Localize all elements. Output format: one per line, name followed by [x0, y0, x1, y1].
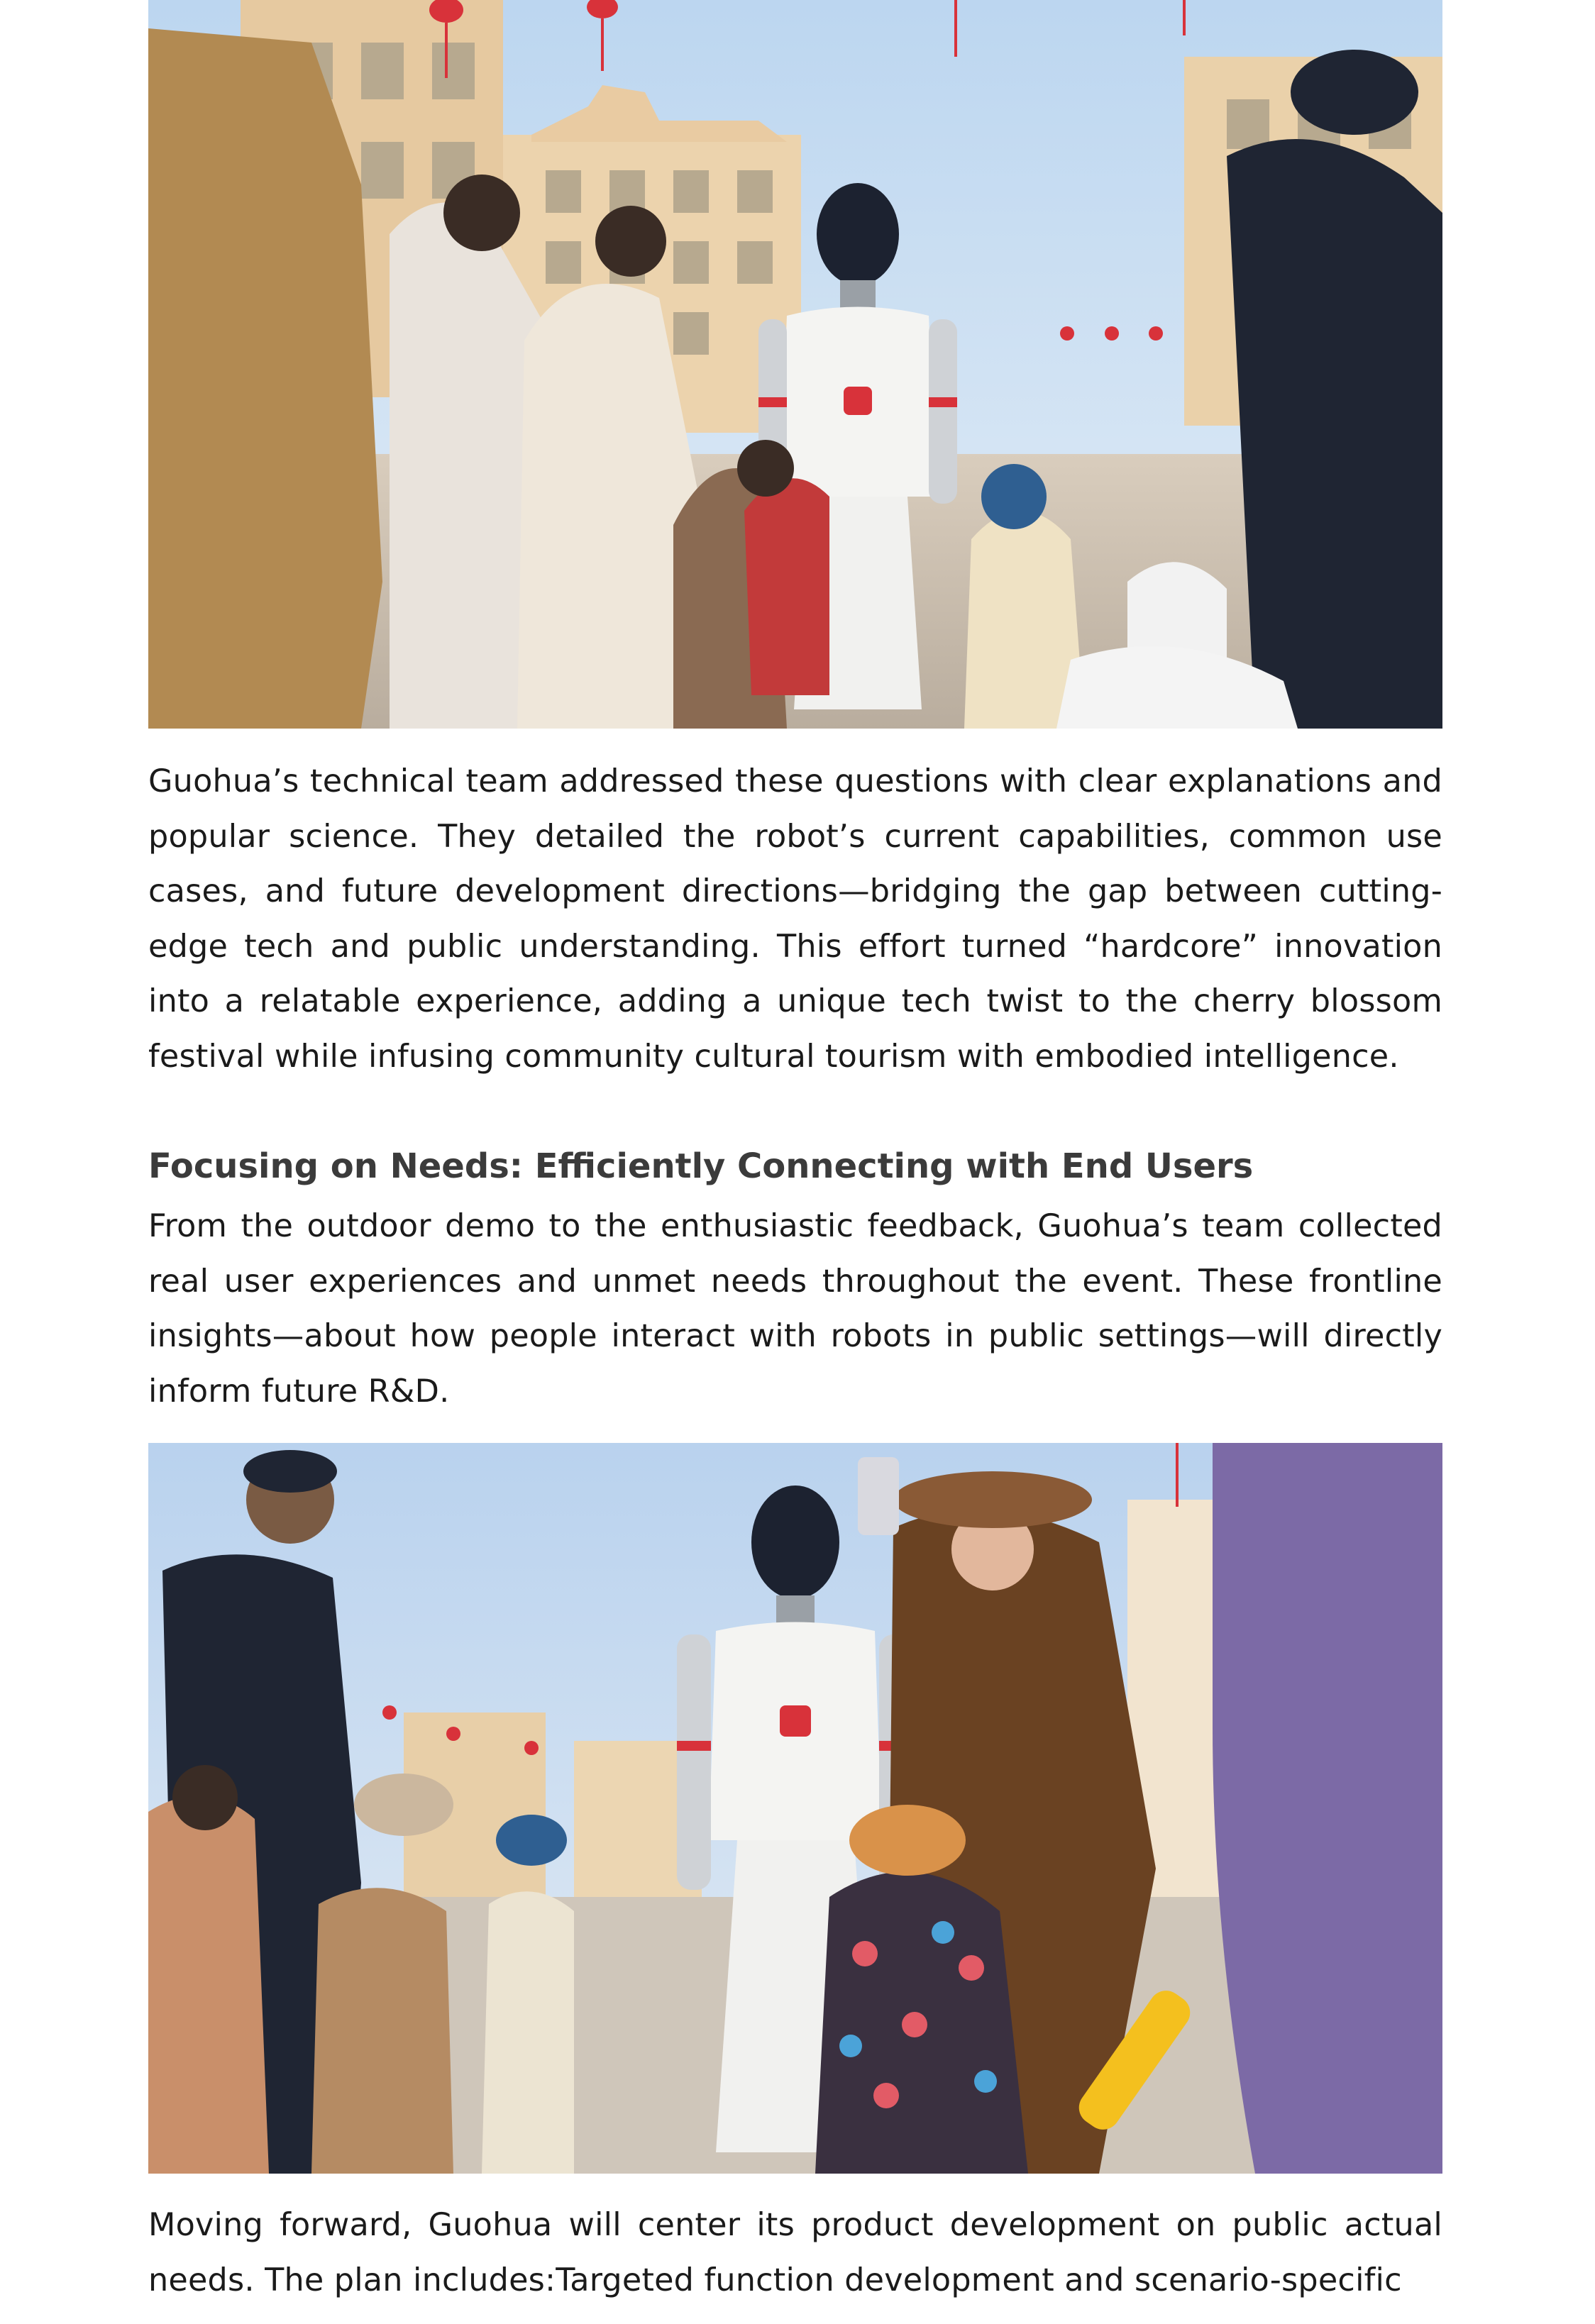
event-photo-crowd: [148, 0, 1442, 729]
event-photo-selfie: [148, 1443, 1442, 2174]
section-heading: Focusing on Needs: Efficiently Connecting with End Users: [148, 1146, 1254, 1186]
paragraph-team-explanations: Guohua’s technical team addressed these questions with clear explanations and popular science. They detailed the robot’s current capabilities, common use cases, and future development directions—bridging the gap between cutting-edge tech and public understanding. This effort turned “hardcore” innovation into a relatable experience, adding a unique tech twist to the cherry blossom festival while infusing community cultural tourism with embodied intelligence.: [148, 763, 1442, 1075]
event-photo-selfie-illustration: [148, 1443, 1442, 2174]
paragraph-user-feedback: From the outdoor demo to the enthusiastic feedback, Guohua’s team collected real user experiences and unmet needs throughout the event. These frontline insights—about how people interact with robots in public settings—will directly inform future R&D.: [148, 1208, 1442, 1410]
article-column: [148, 0, 1442, 2308]
event-photo-crowd-illustration: [148, 0, 1442, 729]
paragraph-moving-forward: Moving forward, Guohua will center its product development on public actual needs. The plan includes:Targeted function development and scenario-specific: [148, 2207, 1442, 2298]
